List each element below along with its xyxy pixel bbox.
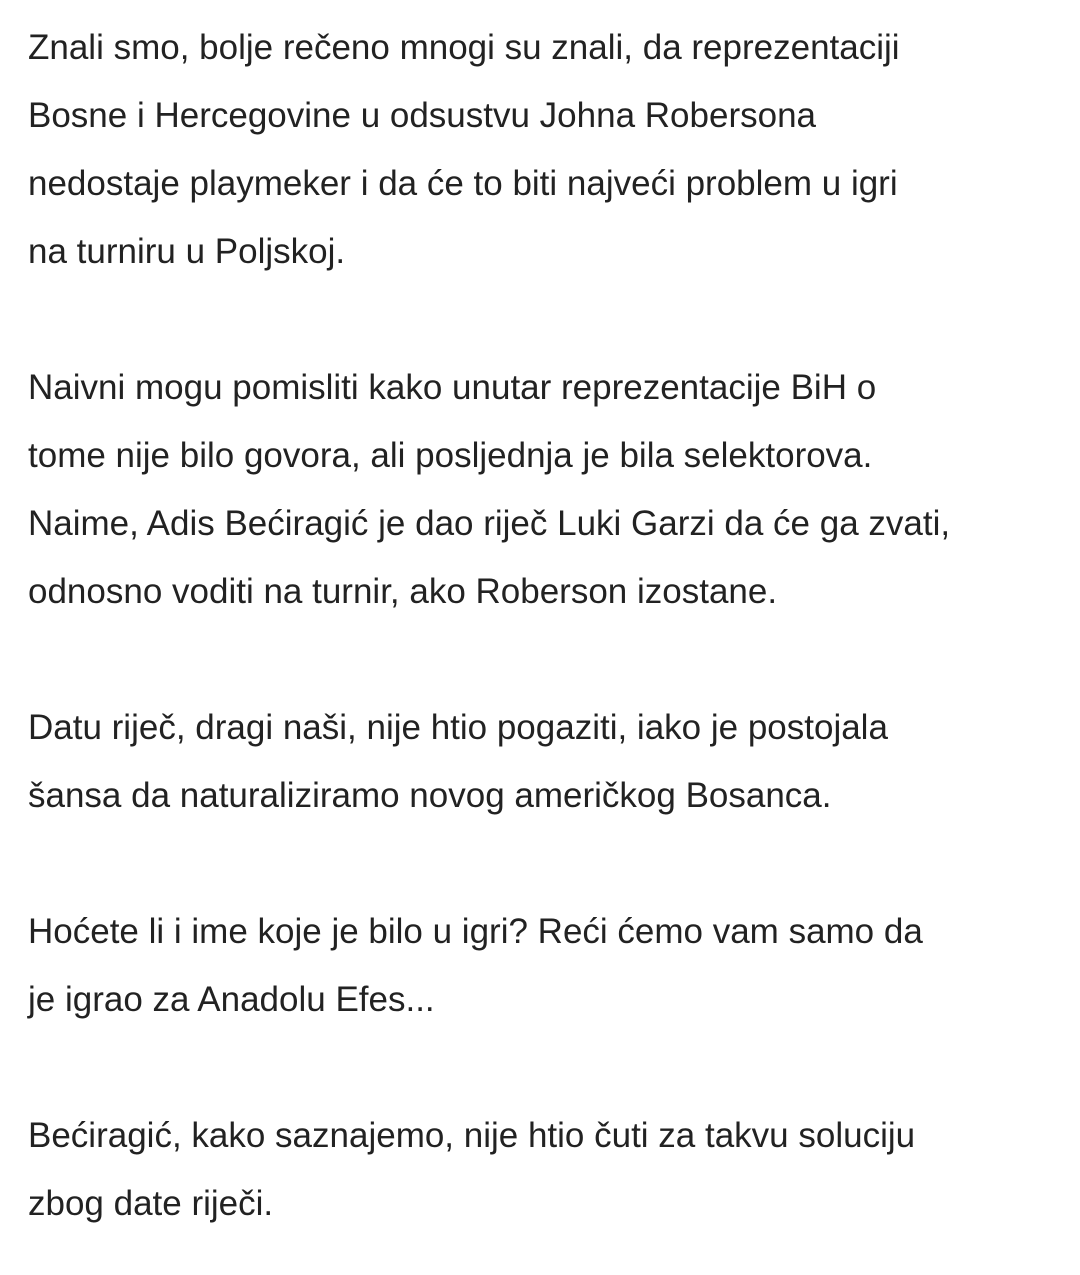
text-line: Hoćete li i ime koje je bilo u igri? Reći ćemo vam samo da	[28, 912, 923, 951]
article-paragraph	[28, 14, 1062, 286]
text-line: šansa da naturaliziramo novog američkog Bosanca.	[28, 776, 832, 815]
article-paragraph	[28, 694, 1062, 830]
text-line: na turniru u Poljskoj.	[28, 232, 346, 271]
text-line: Naivni mogu pomisliti kako unutar reprezentacije BiH o	[28, 368, 877, 407]
text-line: Bosne i Hercegovine u odsustvu Johna Robersona	[28, 96, 816, 135]
text-line: Datu riječ, dragi naši, nije htio pogaziti, iako je postojala	[28, 708, 888, 747]
text-line: Bećiragić, kako saznajemo, nije htio čuti za takvu soluciju	[28, 1116, 916, 1155]
text-line: Znali smo, bolje rečeno mnogi su znali, da reprezentaciji	[28, 28, 900, 67]
text-line: zbog date riječi.	[28, 1184, 274, 1223]
article-paragraph	[28, 354, 1062, 626]
article-paragraph	[28, 898, 1062, 1034]
text-line: Naime, Adis Bećiragić je dao riječ Luki Garzi da će ga zvati,	[28, 504, 951, 543]
text-line: tome nije bilo govora, ali posljednja je bila selektorova.	[28, 436, 873, 475]
article-paragraph	[28, 1102, 1062, 1238]
text-line: nedostaje playmeker i da će to biti najveći problem u igri	[28, 164, 898, 203]
text-line: je igrao za Anadolu Efes...	[28, 980, 435, 1019]
text-line: odnosno voditi na turnir, ako Roberson izostane.	[28, 572, 778, 611]
